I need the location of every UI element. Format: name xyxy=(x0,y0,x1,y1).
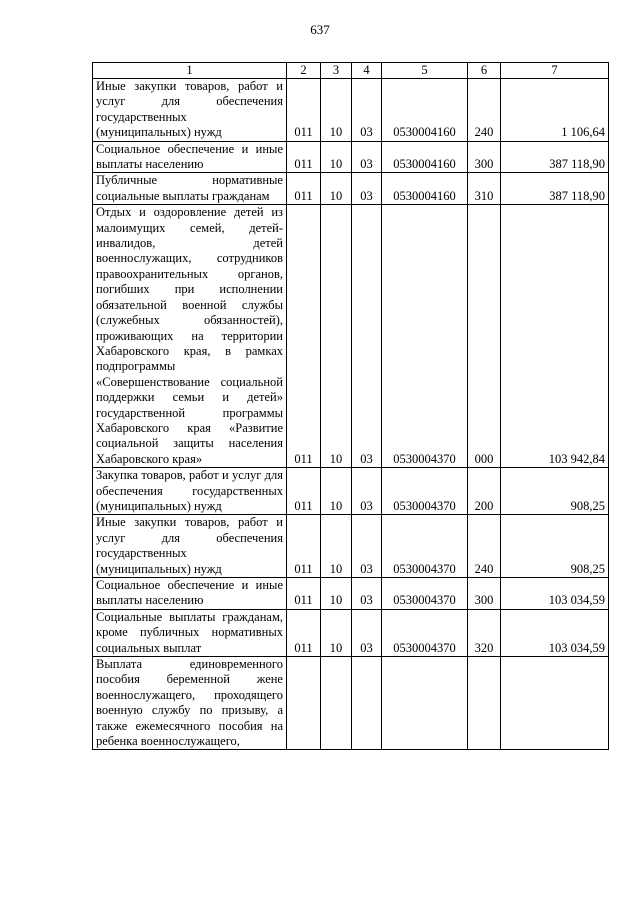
code-cell: 011 xyxy=(287,609,321,656)
amount-cell: 387 118,90 xyxy=(501,141,609,173)
code-cell: 011 xyxy=(287,141,321,173)
amount-cell: 908,25 xyxy=(501,515,609,578)
code-cell: 0530004160 xyxy=(382,173,468,205)
table-row xyxy=(93,515,609,578)
amount-cell xyxy=(501,657,609,750)
code-cell: 10 xyxy=(321,173,352,205)
table-header-row xyxy=(93,63,609,79)
column-header: 7 xyxy=(501,63,609,79)
code-cell: 0530004370 xyxy=(382,515,468,578)
code-cell xyxy=(352,657,382,750)
code-cell: 03 xyxy=(352,515,382,578)
code-cell: 03 xyxy=(352,141,382,173)
code-cell: 03 xyxy=(352,205,382,468)
code-cell: 0530004370 xyxy=(382,609,468,656)
code-cell: 300 xyxy=(468,578,501,610)
code-cell: 03 xyxy=(352,578,382,610)
column-header: 6 xyxy=(468,63,501,79)
item-name: Отдых и оздоровление детей из малоимущих семей, детей-инвалидов, детей военнослужащих, сотрудников правоохранительных органов, погибших при исполнении обязательной военной службы (служебных обязанностей), проживающих на территории Хабаровского края, в рамках подпрограммы «Совершенствование социальной поддержки семьи и детей» государственной программы Хабаровского края «Развитие социальной защиты населения Хабаровского края» xyxy=(93,205,287,468)
table-row xyxy=(93,578,609,610)
code-cell: 0530004370 xyxy=(382,205,468,468)
code-cell: 310 xyxy=(468,173,501,205)
code-cell: 011 xyxy=(287,79,321,142)
code-cell xyxy=(382,657,468,750)
column-header: 1 xyxy=(93,63,287,79)
item-name: Иные закупки товаров, работ и услуг для обеспечения государственных (муниципальных) нужд xyxy=(93,515,287,578)
amount-cell: 908,25 xyxy=(501,468,609,515)
amount-cell: 103 942,84 xyxy=(501,205,609,468)
code-cell: 10 xyxy=(321,609,352,656)
code-cell: 10 xyxy=(321,515,352,578)
code-cell: 03 xyxy=(352,468,382,515)
column-header: 4 xyxy=(352,63,382,79)
code-cell: 200 xyxy=(468,468,501,515)
item-name: Публичные нормативные социальные выплаты гражданам xyxy=(93,173,287,205)
item-name: Социальные выплаты гражданам, кроме публичных нормативных социальных выплат xyxy=(93,609,287,656)
code-cell: 0530004160 xyxy=(382,79,468,142)
column-header: 2 xyxy=(287,63,321,79)
table-row xyxy=(93,79,609,142)
table-row xyxy=(93,141,609,173)
item-name: Социальное обеспечение и иные выплаты населению xyxy=(93,141,287,173)
item-name: Закупка товаров, работ и услуг для обеспечения государственных (муниципальных) нужд xyxy=(93,468,287,515)
table-row xyxy=(93,468,609,515)
code-cell: 03 xyxy=(352,609,382,656)
item-name: Социальное обеспечение и иные выплаты населению xyxy=(93,578,287,610)
code-cell: 011 xyxy=(287,205,321,468)
code-cell: 03 xyxy=(352,173,382,205)
code-cell: 0530004370 xyxy=(382,578,468,610)
column-header: 3 xyxy=(321,63,352,79)
code-cell: 011 xyxy=(287,515,321,578)
code-cell: 000 xyxy=(468,205,501,468)
code-cell: 300 xyxy=(468,141,501,173)
table-row xyxy=(93,657,609,750)
code-cell: 0530004160 xyxy=(382,141,468,173)
code-cell: 03 xyxy=(352,79,382,142)
page-number: 637 xyxy=(310,22,330,37)
code-cell xyxy=(468,657,501,750)
budget-table xyxy=(92,62,609,750)
code-cell: 10 xyxy=(321,578,352,610)
item-name: Выплата единовременного пособия беременной жене военнослужащего, проходящего военную службу по призыву, а также ежемесячного пособия на ребенка военнослужащего, xyxy=(93,657,287,750)
code-cell: 011 xyxy=(287,173,321,205)
code-cell: 240 xyxy=(468,79,501,142)
code-cell: 0530004370 xyxy=(382,468,468,515)
item-name: Иные закупки товаров, работ и услуг для обеспечения государственных (муниципальных) нужд xyxy=(93,79,287,142)
code-cell: 320 xyxy=(468,609,501,656)
code-cell: 240 xyxy=(468,515,501,578)
code-cell xyxy=(321,657,352,750)
table-row xyxy=(93,609,609,656)
code-cell xyxy=(287,657,321,750)
table-row xyxy=(93,173,609,205)
code-cell: 10 xyxy=(321,468,352,515)
code-cell: 011 xyxy=(287,578,321,610)
column-header: 5 xyxy=(382,63,468,79)
code-cell: 011 xyxy=(287,468,321,515)
code-cell: 10 xyxy=(321,79,352,142)
code-cell: 10 xyxy=(321,205,352,468)
amount-cell: 103 034,59 xyxy=(501,609,609,656)
amount-cell: 1 106,64 xyxy=(501,79,609,142)
amount-cell: 387 118,90 xyxy=(501,173,609,205)
code-cell: 10 xyxy=(321,141,352,173)
table-row xyxy=(93,205,609,468)
amount-cell: 103 034,59 xyxy=(501,578,609,610)
